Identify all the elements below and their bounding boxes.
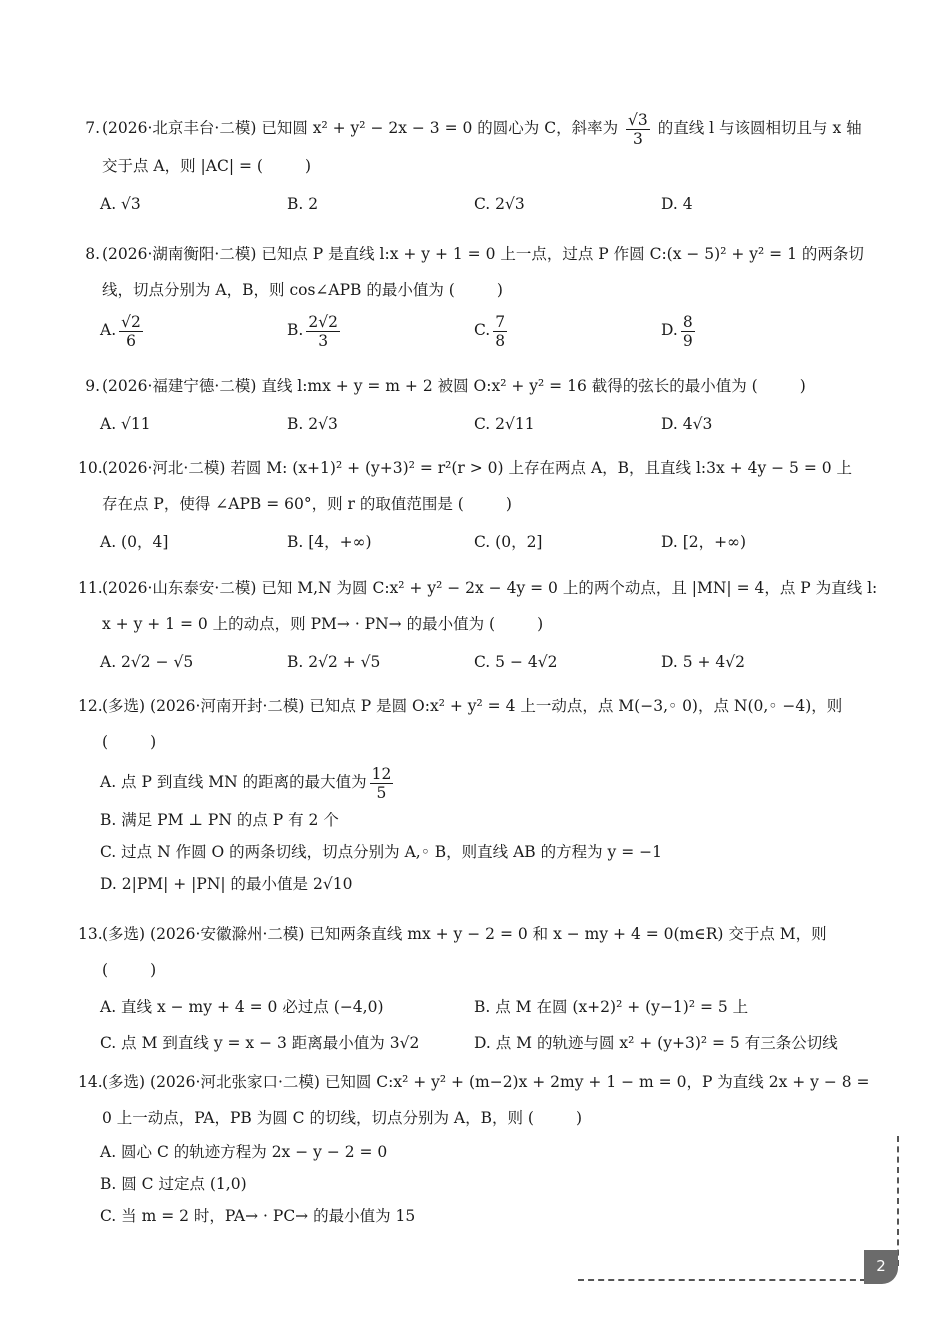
- option-b: B. 点 M 在圆 (x+2)² + (y−1)² = 5 上: [474, 998, 749, 1016]
- question-number: 12.: [78, 697, 103, 715]
- option-a: A. 2√2 − √5: [100, 653, 194, 671]
- answer-paren: ): [505, 495, 512, 513]
- question-stem: (2026·湖南衡阳·二模) 已知点 P 是直线 l:x + y + 1 = 0 上一点，过点 P 作圆 C:(x − 5)² + y² = 1 的两条切: [102, 245, 864, 263]
- option-c: C. $\frac{7}{8}$: [474, 312, 506, 350]
- question-14: [78, 1064, 883, 1232]
- option-d: D. 4: [661, 194, 693, 213]
- option-a: A. √3: [100, 194, 141, 213]
- answer-paren: ): [150, 733, 157, 751]
- question-stem: (多选) (2026·安徽滁州·二模) 已知两条直线 mx + y − 2 = 0 和 x − my + 4 = 0(m∈R) 交于点 M，则: [102, 925, 827, 943]
- option-b: B. $\frac{2√2}{3}$: [287, 312, 338, 350]
- question-continuation: 0 上一动点，PA，PB 为圆 C 的切线，切点分别为 A，B，则 (: [102, 1109, 534, 1127]
- option-a: A. $\frac{√2}{6}$: [100, 312, 141, 350]
- option-d: D. $\frac{8}{9}$: [661, 312, 693, 350]
- question-stem: (多选) (2026·河南开封·二模) 已知点 P 是圆 O:x² + y² = 4 上一动点，点 M(−3,◦ 0)，点 N(0,◦ −4)，则: [102, 697, 843, 715]
- page-corner-dash-vertical: [897, 1136, 899, 1266]
- question-stem-cont: 的直线 l 与该圆相切且与 x 轴: [657, 119, 862, 137]
- option-d: D. 5 + 4√2: [661, 653, 746, 671]
- option-a: A. √11: [100, 415, 151, 433]
- option-d: D. 2|PM| + |PN| 的最小值是 2√10: [100, 875, 353, 893]
- fraction: $\frac{√3}{3}$: [628, 110, 648, 148]
- option-a: A. 直线 x − my + 4 = 0 必过点 (−4,0): [100, 998, 384, 1016]
- option-b: B. 2√3: [287, 415, 338, 433]
- page-footer-dash: [578, 1279, 866, 1281]
- question-number: 11.: [78, 579, 103, 597]
- question-continuation: (: [102, 961, 109, 979]
- question-number: 9.: [85, 377, 100, 395]
- question-number: 10.: [78, 459, 103, 477]
- answer-paren: ): [150, 961, 157, 979]
- question-11: [78, 570, 883, 680]
- question-stem: (2026·北京丰台·二模) 已知圆 x² + y² − 2x − 3 = 0 的圆心为 C，斜率为: [102, 119, 619, 137]
- question-stem: (2026·福建宁德·二模) 直线 l:mx + y = m + 2 被圆 O:x² + y² = 16 截得的弦长的最小值为 (: [102, 377, 758, 395]
- option-c: C. (0，2]: [474, 533, 543, 551]
- question-continuation: (: [102, 733, 109, 751]
- option-a: A. 点 P 到直线 MN 的距离的最大值为 $\frac{12}{5}$: [100, 764, 392, 802]
- option-d: D. 点 M 的轨迹与圆 x² + (y+3)² = 5 有三条公切线: [474, 1034, 838, 1052]
- question-stem: (2026·山东泰安·二模) 已知 M,N 为圆 C:x² + y² − 2x − 4y = 0 上的两个动点，且 |MN| = 4，点 P 为直线 l:: [102, 579, 878, 597]
- option-d: D. [2，+∞): [661, 533, 747, 551]
- question-stem: (多选) (2026·河北张家口·二模) 已知圆 C:x² + y² + (m−2)x + 2my + 1 − m = 0，P 为直线 2x + y − 8 =: [102, 1073, 870, 1091]
- option-d: D. 4√3: [661, 415, 713, 433]
- answer-paren: ): [799, 377, 806, 395]
- option-b: B. 满足 PM ⊥ PN 的点 P 有 2 个: [100, 811, 339, 829]
- question-7: [78, 110, 883, 222]
- question-number: 13.: [78, 925, 103, 943]
- option-a: A. 圆心 C 的轨迹方程为 2x − y − 2 = 0: [100, 1143, 388, 1161]
- option-c: C. 点 M 到直线 y = x − 3 距离最小值为 3√2: [100, 1034, 420, 1052]
- question-number: 7.: [85, 119, 100, 137]
- option-b: B. 2: [287, 194, 319, 213]
- question-9: [78, 368, 883, 442]
- question-continuation: x + y + 1 = 0 上的动点，则 PM→ · PN→ 的最小值为 (: [102, 615, 496, 633]
- answer-paren: ): [304, 156, 311, 175]
- question-continuation: 存在点 P，使得 ∠APB = 60°，则 r 的取值范围是 (: [102, 495, 464, 513]
- option-c: C. 当 m = 2 时，PA→ · PC→ 的最小值为 15: [100, 1207, 416, 1225]
- question-8: [78, 236, 883, 350]
- page-number: 2: [864, 1250, 898, 1284]
- option-b: B. 圆 C 过定点 (1,0): [100, 1175, 247, 1193]
- option-c: C. 过点 N 作圆 O 的两条切线，切点分别为 A,◦ B，则直线 AB 的方程为 y = −1: [100, 843, 662, 861]
- option-c: C. 2√3: [474, 194, 525, 213]
- question-stem: (2026·河北·二模) 若圆 M: (x+1)² + (y+3)² = r²(r > 0) 上存在两点 A，B，且直线 l:3x + 4y − 5 = 0 上: [102, 459, 853, 477]
- option-c: C. 5 − 4√2: [474, 653, 558, 671]
- option-b: B. 2√2 + √5: [287, 653, 381, 671]
- question-13: [78, 916, 883, 1060]
- answer-paren: ): [575, 1109, 582, 1127]
- option-b: B. [4，+∞): [287, 533, 372, 551]
- question-continuation: 交于点 A，则 |AC| = (: [102, 156, 263, 175]
- option-a: A. (0，4]: [100, 533, 169, 551]
- question-number: 8.: [85, 245, 100, 263]
- answer-paren: ): [537, 615, 544, 633]
- question-number: 14.: [78, 1073, 103, 1091]
- answer-paren: ): [496, 281, 503, 299]
- question-10: [78, 450, 883, 560]
- option-c: C. 2√11: [474, 415, 535, 433]
- question-12: [78, 688, 883, 900]
- question-continuation: 线，切点分别为 A，B，则 cos∠APB 的最小值为 (: [102, 281, 455, 299]
